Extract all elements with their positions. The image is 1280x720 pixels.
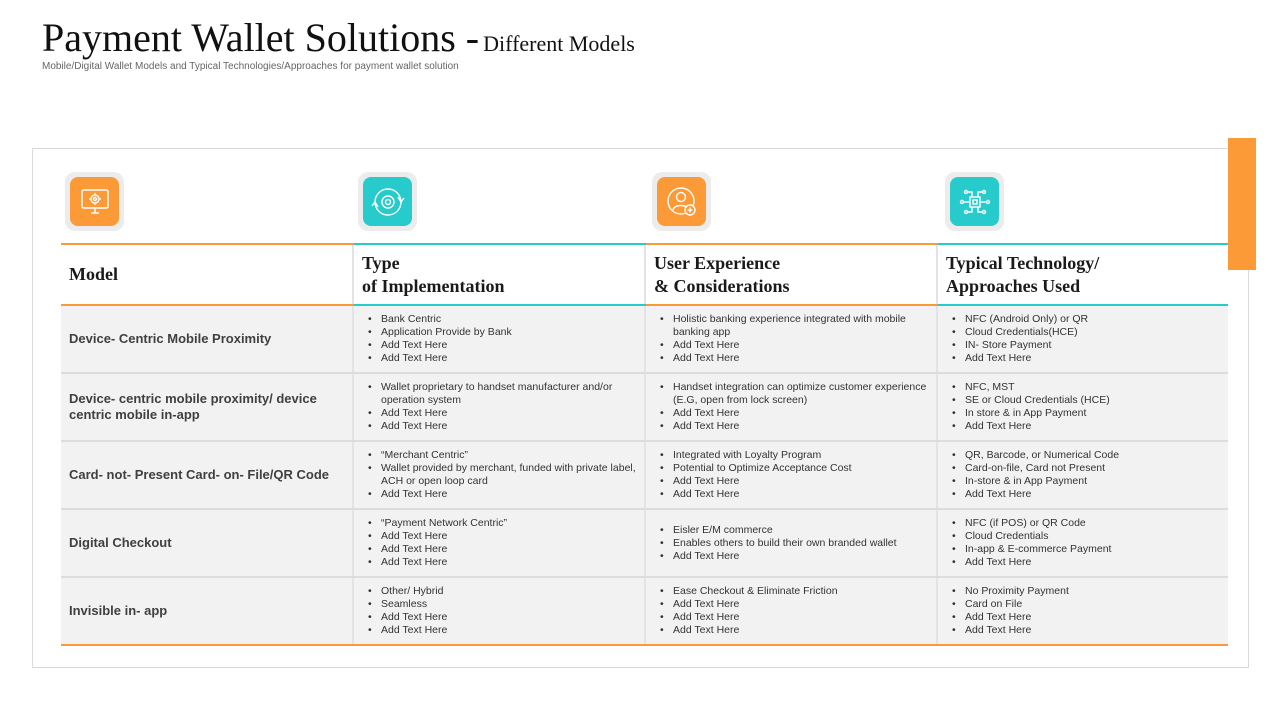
- list-item: • Potential to Optimize Acceptance Cost: [660, 462, 928, 475]
- user-add-icon-tile: [652, 172, 711, 231]
- header-model: Model: [61, 244, 353, 305]
- list-item: • Add Text Here: [660, 598, 928, 611]
- gear-cycle-icon: [371, 185, 405, 219]
- list-item: • Handset integration can optimize customer experience (E.G, open from lock screen): [660, 381, 928, 407]
- models-table: [61, 243, 1228, 646]
- ux-cell: [645, 577, 937, 645]
- list-item: • Integrated with Loyalty Program: [660, 449, 928, 462]
- list-item: • NFC (Android Only) or QR: [952, 313, 1220, 326]
- list-item: • Add Text Here: [368, 530, 636, 543]
- list-item: • Add Text Here: [368, 488, 636, 501]
- type-cell: [353, 305, 645, 373]
- tech-cell: [937, 305, 1228, 373]
- table-header-row: [61, 244, 1228, 305]
- page-subtitle: Mobile/Digital Wallet Models and Typical Technologies/Approaches for payment wallet solution: [42, 61, 459, 72]
- list-item: • NFC, MST: [952, 381, 1220, 394]
- computer-settings-icon: [78, 185, 112, 219]
- circuit-chip-icon: [958, 185, 992, 219]
- list-item: • Add Text Here: [660, 420, 928, 433]
- list-item: • Bank Centric: [368, 313, 636, 326]
- table-row: [61, 441, 1228, 509]
- list-item: • “Merchant Centric”: [368, 449, 636, 462]
- list-item: • Add Text Here: [368, 420, 636, 433]
- header-tech: Typical Technology/ Approaches Used: [937, 244, 1228, 305]
- table-row: [61, 373, 1228, 441]
- list-item: • Add Text Here: [952, 611, 1220, 624]
- list-item: • Add Text Here: [952, 352, 1220, 365]
- list-item: • SE or Cloud Credentials (HCE): [952, 394, 1220, 407]
- tech-cell: [937, 577, 1228, 645]
- table-row: [61, 305, 1228, 373]
- user-add-icon: [665, 185, 699, 219]
- list-item: • Add Text Here: [368, 352, 636, 365]
- tech-cell: [937, 509, 1228, 577]
- ux-cell: [645, 509, 937, 577]
- list-item: • Wallet provided by merchant, funded with private label, ACH or open loop card: [368, 462, 636, 488]
- ux-cell: [645, 373, 937, 441]
- model-cell: Digital Checkout: [61, 509, 353, 577]
- tech-cell: [937, 373, 1228, 441]
- list-item: • Holistic banking experience integrated with mobile banking app: [660, 313, 928, 339]
- table-row: [61, 509, 1228, 577]
- list-item: • In-app & E-commerce Payment: [952, 543, 1220, 556]
- page-title-suffix: Different Models: [483, 31, 635, 56]
- list-item: • Add Text Here: [660, 407, 928, 420]
- ux-cell: [645, 305, 937, 373]
- model-cell: Device- centric mobile proximity/ device centric mobile in-app: [61, 373, 353, 441]
- list-item: • Add Text Here: [660, 611, 928, 624]
- list-item: • No Proximity Payment: [952, 585, 1220, 598]
- list-item: • Add Text Here: [952, 556, 1220, 569]
- list-item: • Cloud Credentials: [952, 530, 1220, 543]
- list-item: • IN- Store Payment: [952, 339, 1220, 352]
- type-cell: [353, 373, 645, 441]
- type-cell: [353, 577, 645, 645]
- list-item: • Eisler E/M commerce: [660, 524, 928, 537]
- model-cell: Device- Centric Mobile Proximity: [61, 305, 353, 373]
- list-item: • Card on File: [952, 598, 1220, 611]
- list-item: • Add Text Here: [660, 624, 928, 637]
- list-item: • Add Text Here: [368, 543, 636, 556]
- list-item: • Other/ Hybrid: [368, 585, 636, 598]
- list-item: • Add Text Here: [368, 556, 636, 569]
- gear-cycle-icon-tile: [358, 172, 417, 231]
- list-item: • Seamless: [368, 598, 636, 611]
- list-item: • Add Text Here: [660, 488, 928, 501]
- list-item: • Application Provide by Bank: [368, 326, 636, 339]
- list-item: • In store & in App Payment: [952, 407, 1220, 420]
- list-item: • NFC (if POS) or QR Code: [952, 517, 1220, 530]
- page-title-main: Payment Wallet Solutions -: [42, 15, 480, 60]
- type-cell: [353, 509, 645, 577]
- list-item: • Add Text Here: [952, 420, 1220, 433]
- list-item: • Enables others to build their own branded wallet: [660, 537, 928, 550]
- list-item: • Add Text Here: [368, 624, 636, 637]
- list-item: • QR, Barcode, or Numerical Code: [952, 449, 1220, 462]
- list-item: • Wallet proprietary to handset manufacturer and/or operation system: [368, 381, 636, 407]
- list-item: • Cloud Credentials(HCE): [952, 326, 1220, 339]
- list-item: • Add Text Here: [952, 624, 1220, 637]
- page-title: [42, 14, 635, 61]
- list-item: • Ease Checkout & Eliminate Friction: [660, 585, 928, 598]
- list-item: • Card-on-file, Card not Present: [952, 462, 1220, 475]
- list-item: • Add Text Here: [368, 611, 636, 624]
- list-item: • In-store & in App Payment: [952, 475, 1220, 488]
- computer-settings-icon-tile: [65, 172, 124, 231]
- list-item: • Add Text Here: [368, 407, 636, 420]
- list-item: • Add Text Here: [660, 339, 928, 352]
- list-item: • Add Text Here: [660, 550, 928, 563]
- list-item: • “Payment Network Centric”: [368, 517, 636, 530]
- circuit-chip-icon-tile: [945, 172, 1004, 231]
- accent-bar: [1228, 138, 1256, 270]
- ux-cell: [645, 441, 937, 509]
- header-ux: User Experience & Considerations: [645, 244, 937, 305]
- list-item: • Add Text Here: [660, 475, 928, 488]
- list-item: • Add Text Here: [368, 339, 636, 352]
- model-cell: Invisible in- app: [61, 577, 353, 645]
- list-item: • Add Text Here: [952, 488, 1220, 501]
- model-cell: Card- not- Present Card- on- File/QR Code: [61, 441, 353, 509]
- table-row: [61, 577, 1228, 645]
- type-cell: [353, 441, 645, 509]
- list-item: • Add Text Here: [660, 352, 928, 365]
- header-type: Type of Implementation: [353, 244, 645, 305]
- tech-cell: [937, 441, 1228, 509]
